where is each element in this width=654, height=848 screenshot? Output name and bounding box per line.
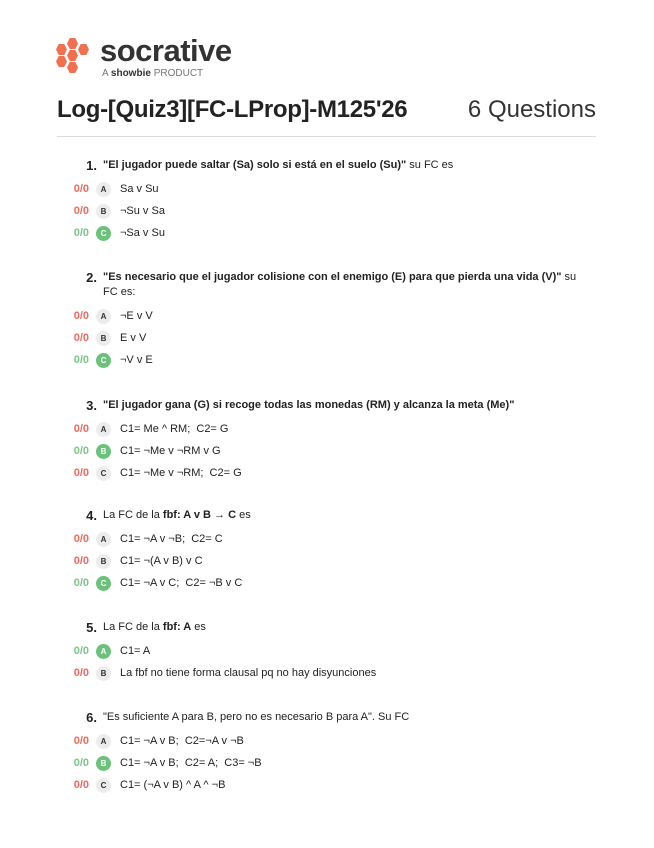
answer-option-a — [0, 418, 654, 440]
correct-answer-badge: C — [96, 353, 111, 368]
answer-option-a — [0, 178, 654, 200]
answer-score: 0/0 — [73, 354, 89, 366]
question-4 — [0, 508, 654, 594]
answer-text: La fbf no tiene forma clausal pq no hay disyunciones — [120, 667, 377, 679]
answer-score: 0/0 — [73, 227, 89, 239]
answer-option-c — [0, 349, 654, 371]
answer-letter-badge: B — [96, 554, 111, 569]
answer-text: C1= ¬A v ¬B; C2= C — [120, 533, 223, 545]
answer-option-c — [0, 222, 654, 244]
answer-text: ¬E v V — [120, 310, 153, 322]
question-header — [0, 710, 654, 725]
answer-text: C1= (¬A v B) ^ A ^ ¬B — [120, 779, 226, 791]
question-5 — [0, 620, 654, 684]
answer-option-c — [0, 774, 654, 796]
answer-score: 0/0 — [73, 667, 89, 679]
answer-text: C1= ¬A v B; C2= A; C3= ¬B — [120, 757, 262, 769]
question-number: 4. — [86, 508, 97, 523]
answer-text: C1= ¬Me v ¬RM v G — [120, 445, 221, 457]
answer-letter-badge: C — [96, 778, 111, 793]
answer-score: 0/0 — [73, 533, 89, 545]
question-header — [0, 398, 654, 413]
answer-letter-badge: A — [96, 182, 111, 197]
answer-letter-badge: A — [96, 422, 111, 437]
question-3 — [0, 398, 654, 484]
quiz-title: Log-[Quiz3][FC-LProp]-M125'26 — [57, 96, 408, 123]
question-header — [0, 620, 654, 635]
answer-text: C1= A — [120, 645, 151, 657]
question-2 — [0, 270, 654, 371]
answer-letter-badge: B — [96, 204, 111, 219]
question-1 — [0, 158, 654, 244]
answer-option-b — [0, 550, 654, 572]
question-text: La FC de la fbf: A es — [103, 621, 206, 633]
answer-option-a — [0, 528, 654, 550]
answer-text: E v V — [120, 332, 147, 344]
answer-text: Sa v Su — [120, 183, 159, 195]
answer-score: 0/0 — [73, 577, 89, 589]
question-header — [0, 270, 654, 300]
answer-score: 0/0 — [73, 183, 89, 195]
question-text: "El jugador puede saltar (Sa) solo si está en el suelo (Su)" su FC es — [103, 159, 454, 171]
question-header — [0, 508, 654, 523]
answer-score: 0/0 — [73, 445, 89, 457]
socrative-hexagon-icon — [56, 36, 96, 78]
answer-option-b — [0, 327, 654, 349]
answer-text: C1= ¬Me v ¬RM; C2= G — [120, 467, 242, 479]
question-text: "Es necesario que el jugador colisione con el enemigo (E) para que pierda una vida (V)" su FC es: — [103, 271, 577, 298]
answer-option-b — [0, 752, 654, 774]
answer-option-a — [0, 640, 654, 662]
correct-answer-badge: B — [96, 444, 111, 459]
answer-option-a — [0, 730, 654, 752]
answer-score: 0/0 — [73, 555, 89, 567]
socrative-logo — [56, 33, 232, 79]
question-text: La FC de la fbf: A v B → C es — [103, 509, 251, 521]
answer-score: 0/0 — [73, 735, 89, 747]
answer-score: 0/0 — [73, 779, 89, 791]
question-text: "El jugador gana (G) si recoge todas las monedas (RM) y alcanza la meta (Me)" — [103, 399, 515, 411]
answer-option-b — [0, 440, 654, 462]
answer-option-a — [0, 305, 654, 327]
question-text: "Es suficiente A para B, pero no es necesario B para A". Su FC — [103, 711, 410, 723]
brand-name: socrative — [100, 33, 232, 68]
answer-score: 0/0 — [73, 332, 89, 344]
correct-answer-badge: B — [96, 756, 111, 771]
answer-score: 0/0 — [73, 757, 89, 769]
brand-tagline: A showbie PRODUCT — [102, 68, 204, 79]
answer-text: C1= ¬(A v B) v C — [120, 555, 203, 567]
answer-letter-badge: A — [96, 734, 111, 749]
answer-option-b — [0, 662, 654, 684]
question-number: 1. — [86, 158, 97, 173]
answer-text: ¬V v E — [120, 354, 153, 366]
answer-text: C1= Me ^ RM; C2= G — [120, 423, 229, 435]
answer-option-c — [0, 572, 654, 594]
question-number: 3. — [86, 398, 97, 413]
question-number: 2. — [86, 270, 97, 285]
correct-answer-badge: C — [96, 226, 111, 241]
answer-text: ¬Su v Sa — [120, 205, 165, 217]
answer-score: 0/0 — [73, 467, 89, 479]
answer-text: ¬Sa v Su — [120, 227, 165, 239]
question-number: 6. — [86, 710, 97, 725]
answer-option-c — [0, 462, 654, 484]
answer-letter-badge: B — [96, 666, 111, 681]
question-6 — [0, 710, 654, 796]
answer-letter-badge: B — [96, 331, 111, 346]
answer-letter-badge: C — [96, 466, 111, 481]
answer-option-b — [0, 200, 654, 222]
answer-text: C1= ¬A v C; C2= ¬B v C — [120, 577, 243, 589]
answer-score: 0/0 — [73, 310, 89, 322]
correct-answer-badge: C — [96, 576, 111, 591]
question-number: 5. — [86, 620, 97, 635]
question-header — [0, 158, 654, 173]
answer-letter-badge: A — [96, 532, 111, 547]
answer-score: 0/0 — [73, 205, 89, 217]
quiz-header — [57, 96, 596, 137]
answer-score: 0/0 — [73, 645, 89, 657]
question-count: 6 Questions — [467, 96, 596, 123]
answer-text: C1= ¬A v B; C2=¬A v ¬B — [120, 735, 244, 747]
correct-answer-badge: A — [96, 644, 111, 659]
answer-letter-badge: A — [96, 309, 111, 324]
answer-score: 0/0 — [73, 423, 89, 435]
